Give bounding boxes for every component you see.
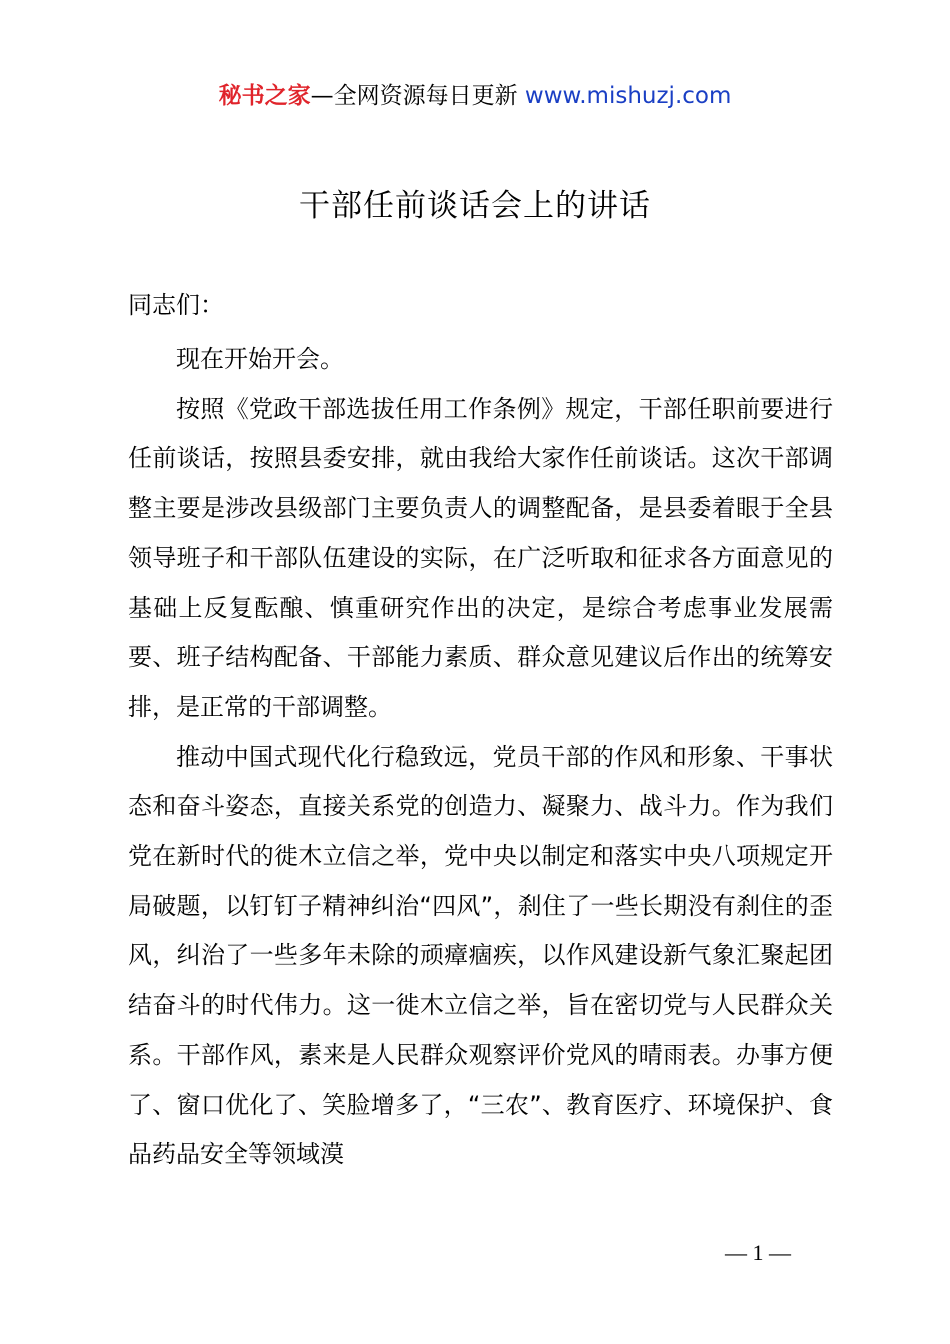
site-url-link[interactable]: www.mishuzj.com bbox=[524, 83, 732, 109]
paragraph-opening: 现在开始开会。 bbox=[176, 345, 344, 373]
page-number: — 1 — bbox=[725, 1240, 791, 1265]
salutation: 同志们： bbox=[128, 291, 224, 319]
site-brand: 秘书之家 bbox=[218, 83, 311, 109]
paragraph-regulation: 按照《党政干部选拔任用工作条例》规定，干部任职前要进行任前谈话，按照县委安排，就由我给大家作任前谈话。这次干部调整主要是涉改县级部门主要负责人的调整配备，是县委着眼于全县领导班子和干部队伍建设的实际，在广泛听取和征求各方面意见的基础上反复酝酿、慎重研究作出的决定，是综合考虑事业发展需要、班子结构配备、干部能力素质、群众意见建议后作出的统筹安排，是正常的干部调整。 bbox=[128, 394, 833, 721]
document-title: 干部任前谈话会上的讲话 bbox=[299, 188, 651, 224]
paragraph-style: 推动中国式现代化行稳致远，党员干部的作风和形象、干事状态和奋斗姿态，直接关系党的创造力、凝聚力、战斗力。作为我们党在新时代的徙木立信之举，党中央以制定和落实中央八项规定开局破题，以钉钉子精神纠治“四风”，刹住了一些长期没有刹住的歪风，纠治了一些多年未除的顽瘴痼疾，以作风建设新气象汇聚起团结奋斗的时代伟力。这一徙木立信之举，旨在密切党与人民群众关系。干部作风，素来是人民群众观察评价党风的晴雨表。办事方便了、窗口优化了、笑脸增多了，“三农”、教育医疗、环境保护、食品药品安全等领域漠 bbox=[128, 742, 833, 1169]
site-header bbox=[0, 80, 950, 112]
document-body bbox=[128, 335, 833, 1180]
site-tagline: —全网资源每日更新 bbox=[310, 83, 518, 109]
